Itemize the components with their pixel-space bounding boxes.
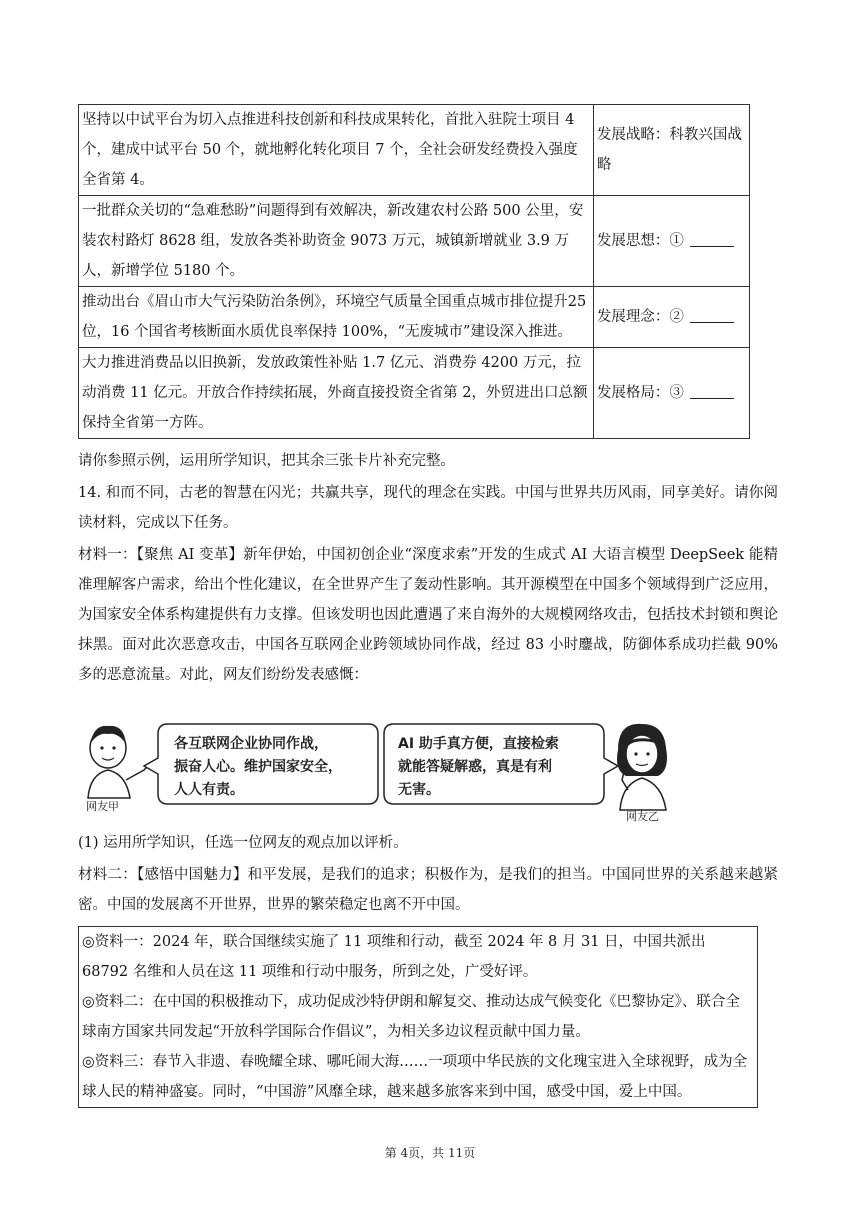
resource-item: ◎资料三：春节入非遗、春晚耀全球、哪吒闹大海……一项项中华民族的文化瑰宝进入全球视野，成为全球人民的精神盛宴。同时，“中国游”风靡全球，越来越多旅客来到中国，感受中国，爱上中国。 (82, 1054, 748, 1100)
netizen-b-label: 网友乙 (626, 810, 659, 822)
table-row (79, 105, 750, 196)
netizen-b-figure (617, 724, 667, 810)
resources-box (78, 926, 758, 1108)
bubble-b-line: AI 助手真方便，直接检索 (398, 736, 559, 752)
bubble-a-line: 人人有责。 (174, 782, 244, 798)
material-one-text: 材料一：【聚焦 AI 变革】新年伊始，中国初创企业“深度求索”开发的生成式 AI 大语言模型 DeepSeek 能精准理解客户需求，给出个性化建议，在全世界产生了轰动性影响。其开源模型在中国多个领域得到广泛应用，为国家安全体系构建提供有力支撑。但该发明也因此遭遇了来自海外的大规模网络攻击，包括技术封锁和舆论抹黑。面对此次恶意攻击，中国各互联网企业跨领域协同作战，经过 83 小时鏖战，防御体系成功拦截 90%多的恶意流量。对此，网友们纷纷发表感慨： (78, 547, 778, 683)
resource-item: ◎资料一：2024 年，联合国继续实施了 11 项维和行动，截至 2024 年 8 月 31 日，中国共派出 68792 名维和人员在这 11 项维和行动中服务，所到之处，广受好评。 (82, 934, 706, 980)
card-answer-label: 发展理念：② (596, 309, 684, 325)
page-footer: 第 4页，共 11页 (384, 1146, 476, 1160)
instruction-text: 请你参照示例，运用所学知识，把其余三张卡片补充完整。 (78, 453, 455, 469)
resource-item: ◎资料二：在中国的积极推动下，成功促成沙特伊朗和解复交、推动达成气候变化《巴黎协定》、联合全球南方国家共同发起“开放科学国际合作倡议”，为相关多边议程贡献中国力量。 (82, 994, 740, 1040)
bubble-b-line: 无害。 (398, 782, 440, 798)
question-14-intro: 14. 和而不同，古老的智慧在闪光；共赢共享，现代的理念在实践。中国与世界共历风雨，同享美好。请你阅读材料，完成以下任务。 (78, 485, 778, 531)
card-answer-cell (593, 196, 749, 287)
card-answer-label: 发展思想：① (596, 233, 684, 249)
card-material-cell: 大力推进消费品以旧换新，发放政策性补贴 1.7 亿元、消费券 4200 万元，拉动消费 11 亿元。开放合作持续拓展，外商直接投资全省第 2，外贸进出口总额保持全省第一方阵。 (79, 348, 594, 439)
bubble-a-line: 振奋人心。维护国家安全， (174, 759, 342, 775)
answer-blank[interactable] (690, 230, 734, 247)
table-row (79, 287, 750, 348)
card-answer-cell (593, 287, 749, 348)
card-material-cell: 坚持以中试平台为切入点推进科技创新和科技成果转化，首批入驻院士项目 4 个，建成中试平台 50 个，就地孵化转化项目 7 个，全社会研发经费投入强度全省第 4。 (79, 105, 594, 196)
bubble-a-line: 各互联网企业协同作战， (174, 736, 328, 752)
netizen-a-label: 网友甲 (86, 800, 119, 813)
development-cards-table (78, 104, 750, 439)
card-material-cell: 一批群众关切的“急难愁盼”问题得到有效解决，新改建农村公路 500 公里，安装农村路灯 8628 组，发放各类补助资金 9073 万元，城镇新增就业 3.9 万人，新增学位 5180 个。 (79, 196, 594, 287)
card-material-cell: 推动出台《眉山市大气污染防治条例》，环境空气质量全国重点城市排位提升25 位，16 个国省考核断面水质优良率保持 100%，“无废城市”建设深入推进。 (79, 287, 594, 348)
card-answer-cell (593, 348, 749, 439)
netizen-a-figure (88, 726, 148, 798)
table-row (79, 348, 750, 439)
bubble-b-line: 就能答疑解惑，真是有利 (398, 759, 552, 775)
netizen-comic (78, 718, 762, 822)
material-two-text: 材料二：【感悟中国魅力】和平发展，是我们的追求；积极作为，是我们的担当。中国同世界的关系越来越紧密。中国的发展离不开世界，世界的繁荣稳定也离不开中国。 (78, 867, 778, 913)
answer-blank[interactable] (690, 382, 734, 399)
task-1-text: (1) 运用所学知识，任选一位网友的观点加以评析。 (78, 835, 408, 851)
card-answer-label: 发展格局：③ (596, 385, 684, 401)
card-answer-cell: 发展战略：科教兴国战略 (593, 105, 749, 196)
answer-blank[interactable] (690, 306, 734, 323)
table-row (79, 196, 750, 287)
